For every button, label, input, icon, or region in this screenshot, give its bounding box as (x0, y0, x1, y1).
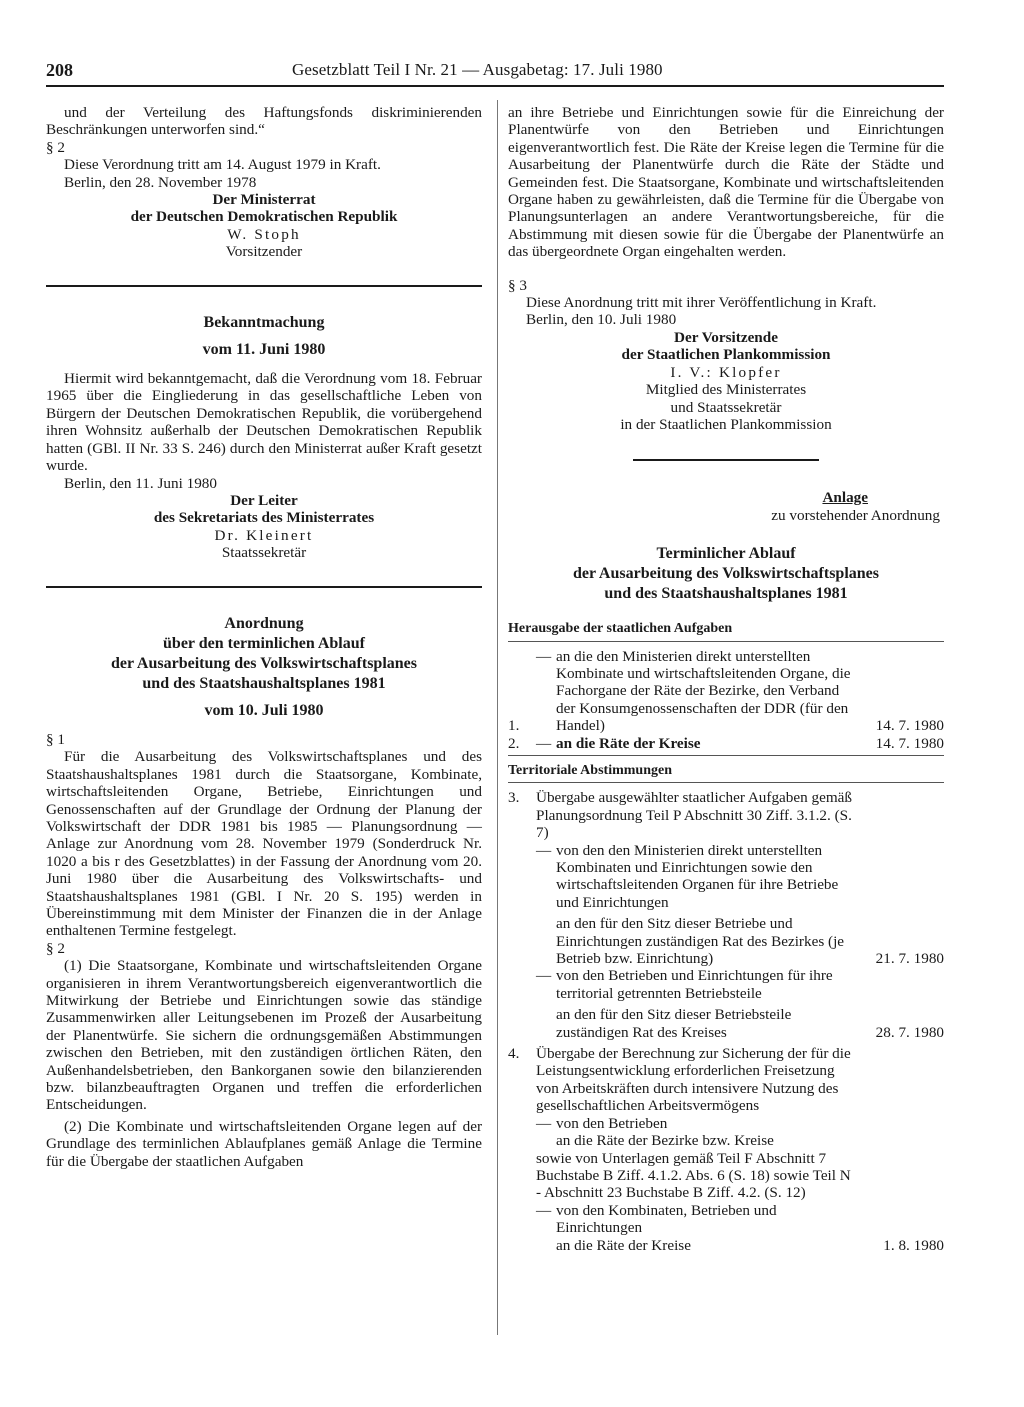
title-line: und des Staatshaushaltsplanes 1981 (604, 585, 848, 603)
item-date: 14. 7. 1980 (875, 734, 944, 752)
section-text: Diese Anordnung tritt mit ihrer Veröffentlichung in Kraft. (526, 294, 877, 312)
anordnung-date: vom 10. Juli 1980 (204, 701, 324, 719)
section-paragraph: (1) Die Staatsorgane, Kombinate und wirtschaftsleitenden Organe organisieren in ihrem Verantwortungsbereich eigenverantwortlich die Mitwirkung der Betriebe und Einrichtungen sowie das ständige Zusammenwirken aller Leitungsebenen im Prozeß der Ausarbeitung der Planentwürfe. Sie sichern die ordnungsgemäßen Abstimmungen zwischen den Betrieben, mit den zuständigen örtlichen Räten, den Außenhandelsbetrieben, den Bankorganen sowie den bilanzierenden bzw. bilanzbeauftragten Organen und treffen die erforderlichen Entscheidungen. (46, 957, 482, 1114)
item-text: an den für den Sitz dieser Betriebsteile zuständigen Rat des Kreises (556, 1006, 792, 1041)
title-line: der Ausarbeitung des Volkswirtschaftsplanes (573, 565, 879, 583)
item-dash: — (536, 967, 552, 985)
section-heading: § 1 (46, 730, 65, 748)
signature-line: der Staatlichen Plankommission (621, 346, 831, 364)
section-heading: § 2 (46, 138, 65, 156)
item-number: 4. (508, 1045, 520, 1063)
section-heading: § 2 (46, 939, 65, 957)
anlage-label: Anlage (822, 489, 868, 507)
signatory-name: W. Stoph (227, 225, 301, 243)
signatory-role: Staatssekretär (221, 544, 307, 562)
signatory-name: Dr. Kleinert (214, 526, 314, 544)
schedule-subitem (508, 1202, 944, 1237)
schedule-rule (508, 755, 944, 756)
title-line: Terminlicher Ablauf (656, 545, 796, 563)
schedule-group-heading: Herausgabe der staatlichen Aufgaben (508, 621, 733, 637)
schedule-recipient (508, 915, 944, 967)
item-dash: — (536, 734, 552, 752)
item-dash: — (536, 1114, 552, 1132)
signature-block (46, 191, 482, 261)
item-dash: — (536, 1201, 552, 1219)
place-date: Berlin, den 10. Juli 1980 (526, 311, 677, 329)
item-number: 1. (508, 717, 520, 735)
item-text: an die Räte der Kreise (556, 734, 701, 752)
right-column (508, 104, 944, 1254)
title-line: Anordnung (224, 614, 304, 632)
item-number: 3. (508, 789, 520, 807)
item-text: an den für den Sitz dieser Betriebe und Einrichtungen zuständigen Rat des Bezirkes (je Betrieb bzw. Einrichtung) (556, 915, 845, 968)
running-head: Gesetzblatt Teil I Nr. 21 — Ausgabetag: 17. Juli 1980 (292, 60, 663, 79)
signature-line: Der Vorsitzende (674, 328, 778, 346)
item-text: von den den Ministerien direkt unterstellten Kombinaten und Einrichtungen sowie den wirtschaftsleitenden Organen für ihre Betriebe und Einrichtungen (556, 841, 839, 911)
signature-block (46, 492, 482, 562)
separator-rule (46, 586, 482, 588)
separator-rule (633, 459, 819, 461)
item-text: Übergabe ausgewählter staatlicher Aufgaben gemäß Planungsordnung Teil P Abschnitt 30 Ziff. 3.1.2. (S. 7) (536, 789, 852, 842)
item-text: von den Kombinaten, Betrieben und Einrichtungen (556, 1201, 777, 1237)
schedule-rule (508, 641, 944, 642)
signature-line: Der Ministerrat (212, 191, 316, 209)
schedule-item (508, 648, 944, 735)
item-text: Übergabe der Berechnung zur Sicherung der für die Leistungsentwicklung erforderlichen Freisetzung von Arbeitskräften durch intensivere Nutzung des gesellschaftlichen Arbeitsvermögens (536, 1045, 851, 1115)
item-date: 1. 8. 1980 (883, 1236, 944, 1254)
separator-rule (46, 285, 482, 287)
signatory-name: I. V.: Klopfer (670, 363, 782, 381)
section-paragraph: (2) Die Kombinate und wirtschaftsleitenden Organe legen auf der Grundlage des terminlichen Ablaufplanes gemäß Anlage die Termine für die Übergabe der staatlichen Aufgaben (46, 1117, 482, 1170)
section-heading: § 3 (508, 276, 527, 294)
bekanntmachung-title: Bekanntmachung (203, 313, 325, 331)
schedule-subitem (508, 1115, 944, 1132)
item-text: von den Betrieben (556, 1114, 668, 1132)
place-date: Berlin, den 11. Juni 1980 (64, 474, 217, 492)
signatory-role: und Staatssekretär (670, 398, 782, 416)
schedule-title (508, 544, 944, 604)
place-date: Berlin, den 28. November 1978 (64, 173, 257, 191)
schedule-subitem (508, 967, 944, 1002)
item-text: von den Betrieben und Einrichtungen für ihre territorial getrennten Betriebsteile (556, 967, 833, 1002)
schedule-recipient (508, 1006, 944, 1041)
item-text: an die den Ministerien direkt unterstellten Kombinate und wirtschaftsleitenden Organe, die Fachorgane der Räte der Bezirke, den Verband der Konsumgenossenschaften der DDR (für den Handel) (556, 647, 851, 735)
page-number: 208 (46, 60, 73, 80)
signatory-role: in der Staatlichen Plankommission (620, 415, 832, 433)
schedule-group-heading: Territoriale Abstimmungen (508, 762, 672, 778)
signature-line: der Deutschen Demokratischen Republik (130, 208, 398, 226)
schedule-recipient (508, 1237, 944, 1254)
section-text: Diese Verordnung tritt am 14. August 1979 in Kraft. (64, 156, 381, 174)
signature-line: Der Leiter (230, 491, 298, 509)
schedule-rule (508, 782, 944, 783)
signatory-role: Mitglied des Ministerrates (645, 381, 807, 399)
item-date: 14. 7. 1980 (875, 717, 944, 735)
signatory-role: Vorsitzender (225, 243, 303, 261)
signature-block (508, 329, 944, 433)
continued-paragraph: an ihre Betriebe und Einrichtungen sowie für die Einreichung der Planentwürfe von den Betrieben und Einrichtungen eigenverantwortlich fest. Die Räte der Kreise legen die Termine für die Ausarbeitung der Planentwürfe durch die Räte der Städte und Gemeinden fest. Die Staatsorgane, Kombinate und wirtschaftsleitenden Organe haben zu gewährleisten, daß die Termine für die Übergabe von Planungsunterlagen an andere Verantwortungsbereiche, für die Abstimmung mit diesen sowie für die Übergabe der Planentwürfe an das übergeordnete Organ eingehalten werden. (508, 104, 944, 261)
anlage-heading (508, 489, 940, 524)
item-date: 21. 7. 1980 (875, 950, 944, 968)
section-text: Für die Ausarbeitung des Volkswirtschaftsplanes und des Staatshaushaltsplanes 1981 durch die Staatsorgane, Kombinate, wirtschaftsleitenden Organe, Betriebe, Einrichtungen und Genossenschaften auf der Grundlage der Ordnung der Planung der Volkswirtschaft der DDR 1981 bis 1985 — Planungsordnung — Anlage zur Anordnung vom 28. November 1979 (Sonderdruck Nr. 1020 a bis r des Gesetzblattes) in der Fassung der Anordnung vom 20. Juni 1980 über die Ausarbeitung des Volkswirtschafts- und Staatshaushaltsplanes 1981 (GBl. I Nr. 20 S. 195) werden in Übereinstimmung mit dem Minister der Finanzen die in der Anlage enthaltenen Termine festgelegt. (46, 748, 482, 940)
signature-line: des Sekretariats des Ministerrates (153, 509, 375, 527)
schedule-recipient (508, 1132, 944, 1149)
anlage-subtitle: zu vorstehender Anordnung (771, 506, 940, 524)
schedule-item (508, 789, 944, 841)
item-text: sowie von Unterlagen gemäß Teil F Abschnitt 7 Buchstabe B Ziff. 4.1.2. Abs. 6 (S. 18) sowie Teil N - Abschnitt 23 Buchstabe B Ziff. 4.2. (S. 12) (536, 1149, 851, 1202)
title-line: über den terminlichen Ablauf (163, 634, 365, 652)
anordnung-title (46, 614, 482, 694)
schedule-item (508, 735, 944, 752)
schedule-subitem (508, 842, 944, 912)
continued-paragraph: und der Verteilung des Haftungsfonds diskriminierenden Beschränkungen unterworfen sind.“ (46, 104, 482, 139)
column-divider (497, 100, 498, 1335)
title-line: der Ausarbeitung des Volkswirtschaftsplanes (111, 654, 417, 672)
bekanntmachung-date: vom 11. Juni 1980 (202, 340, 326, 358)
item-dash: — (536, 647, 552, 665)
schedule-item (508, 1045, 944, 1115)
item-text: an die Räte der Kreise (556, 1236, 691, 1254)
header-rule (46, 85, 944, 87)
item-number: 2. (508, 734, 520, 752)
item-date: 28. 7. 1980 (875, 1023, 944, 1041)
bekanntmachung-text: Hiermit wird bekanntgemacht, daß die Verordnung vom 18. Februar 1965 über die Eingliederung in das gesellschaftliche Leben von Bürgern der Deutschen Demokratischen Republik, die vorübergehend ihren Wohnsitz außerhalb der Deutschen Demokratischen Republik hatten (GBl. II Nr. 33 S. 246) durch den Ministerrat außer Kraft gesetzt wurde. (46, 370, 482, 475)
title-line: und des Staatshaushaltsplanes 1981 (142, 674, 386, 692)
item-text: an die Räte der Bezirke bzw. Kreise (556, 1132, 774, 1150)
item-dash: — (536, 841, 552, 859)
left-column (46, 104, 482, 1170)
